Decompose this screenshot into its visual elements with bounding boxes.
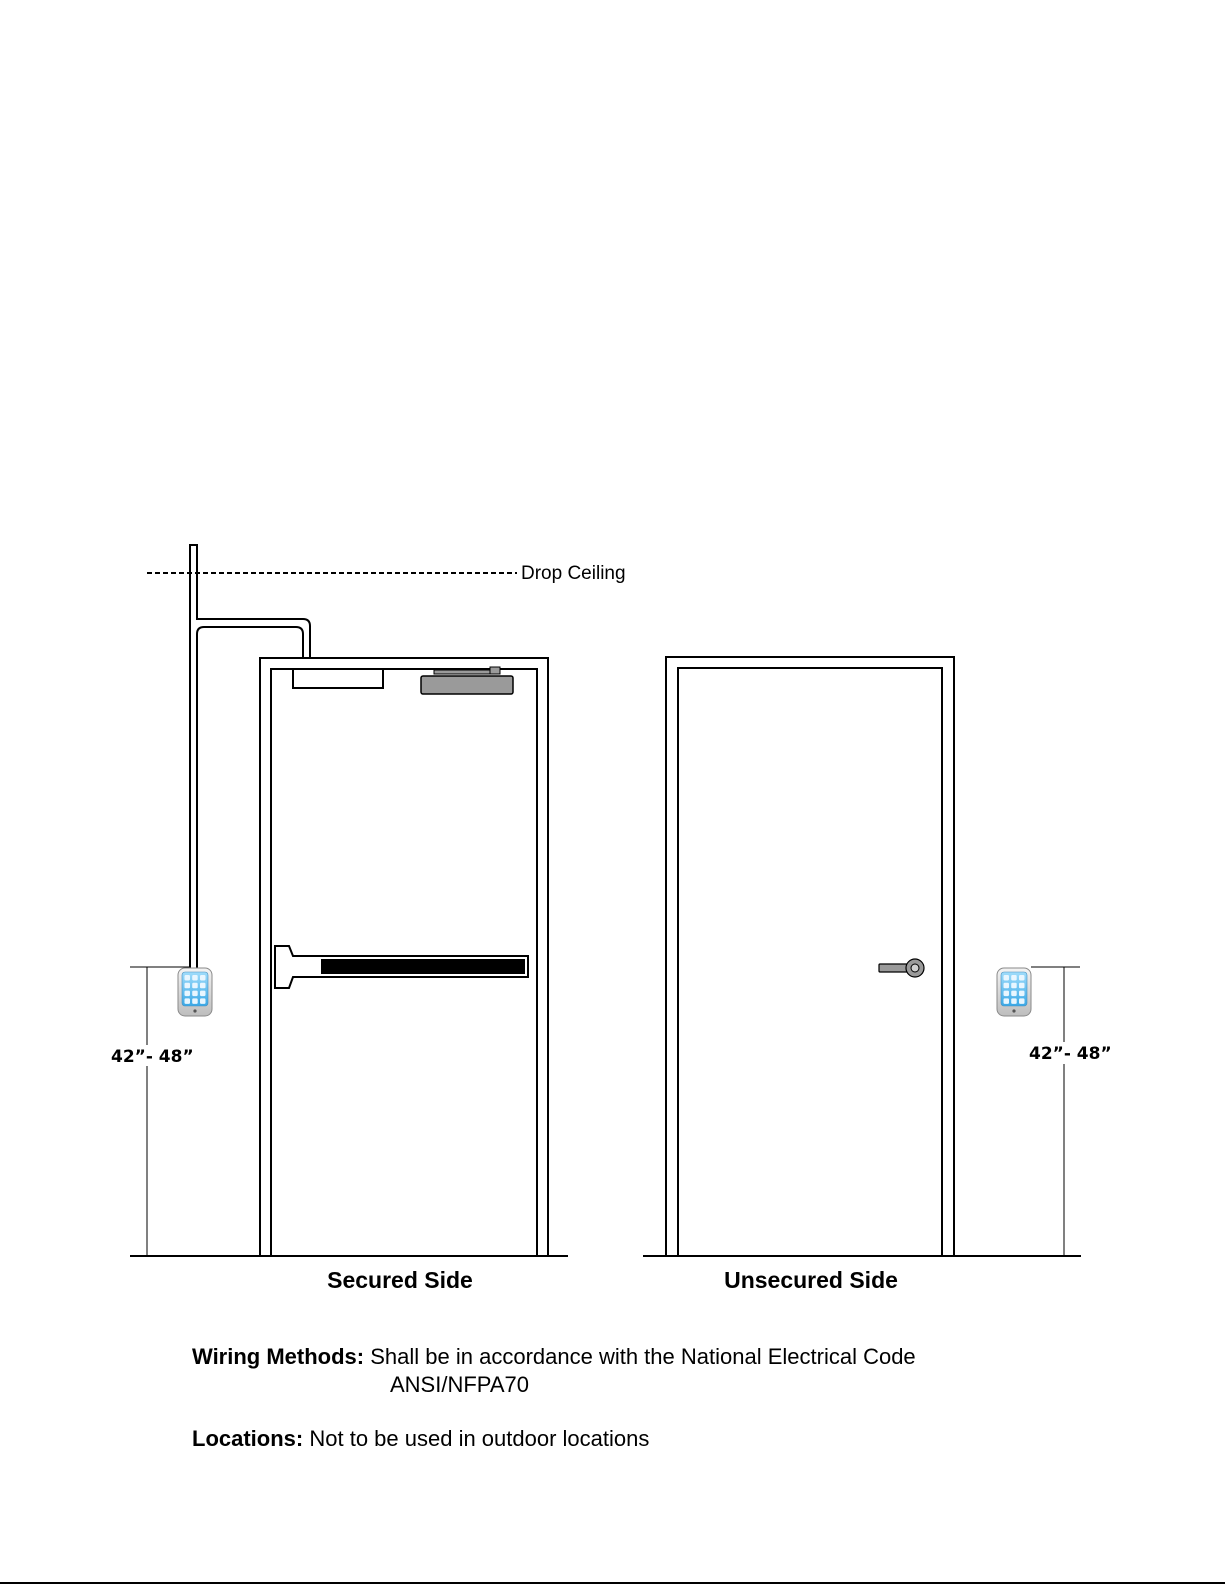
locations-label: Locations: — [192, 1426, 304, 1451]
panic-exit-bar — [275, 946, 528, 988]
locations-row — [192, 1425, 1092, 1453]
left-keypad-icon — [178, 968, 212, 1016]
wiring-methods-label: Wiring Methods: — [192, 1344, 365, 1369]
magnetic-lock — [293, 669, 383, 688]
conduit — [190, 545, 310, 968]
installation-notes — [192, 1343, 1092, 1453]
unsecured-door-frame — [666, 657, 954, 1256]
lever-handle — [879, 959, 924, 977]
right-height-dimension — [1031, 967, 1080, 1256]
door-closer — [421, 667, 513, 694]
wiring-methods-row — [192, 1343, 1092, 1371]
unsecured-side-label: Unsecured Side — [724, 1267, 898, 1293]
locations-text: Not to be used in outdoor locations — [309, 1426, 650, 1451]
bottom-rule — [0, 1582, 1225, 1584]
right-keypad-icon — [997, 968, 1031, 1016]
left-height-label: 42”- 48” — [111, 1047, 194, 1067]
drop-ceiling-label: Drop Ceiling — [521, 563, 626, 584]
wiring-methods-text: Shall be in accordance with the National Electrical Code — [370, 1344, 916, 1369]
right-height-label: 42”- 48” — [1029, 1044, 1112, 1064]
secured-side-label: Secured Side — [327, 1267, 473, 1293]
wiring-methods-standard: ANSI/NFPA70 — [390, 1372, 529, 1397]
